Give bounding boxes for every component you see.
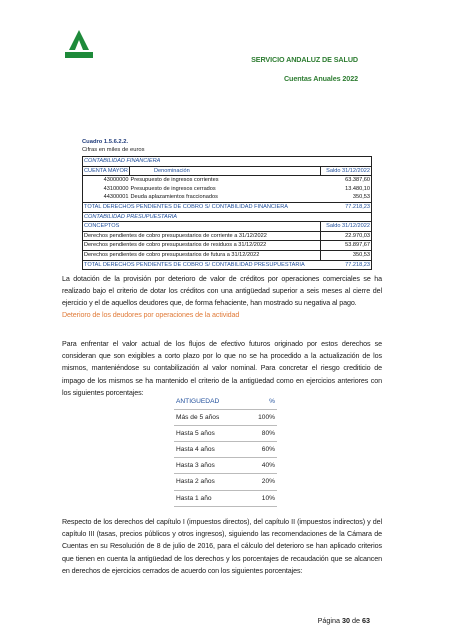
table-row: Derechos pendientes de cobro presupuestarios de corriente a 31/12/2022 22.970,03 [83, 231, 372, 241]
table-row: Hasta 5 años 80% [174, 426, 277, 442]
junta-andalucia-logo-icon [62, 28, 96, 62]
section1-title: CONTABILIDAD FINANCIERA [83, 157, 372, 167]
col-conceptos-header: CONCEPTOS [83, 222, 321, 232]
cuadro-title: Cuadro 1.5.6.2.2. [82, 139, 129, 145]
paragraph-provision: La dotación de la provisión por deterioro de valor de créditos por operaciones comerciales se ha realizado bajo el criterio de dotar los créditos con una antigüedad superior a seis meses al cierre del ejercicio y el de aquellos deudores que, de forma fehaciente, han mostrado su negativa al pago. [62, 275, 382, 308]
antiguedad-table [174, 394, 277, 507]
header-org: SERVICIO ANDALUZ DE SALUD [251, 55, 358, 64]
paragraph-capitulos: Respecto de los derechos del capítulo I (impuestos directos), del capítulo II (impuestos indirectos) y del capítulo III (tasas, precios públicos y otros ingresos), siguiendo las recomendaciones de la Cámara de Cuentas en su Resolución de 8 de julio de 2016, para el cálculo del deterioro se han aplicado criterios que tienen en cuenta la antigüedad de los derechos y los porcentajes de recaudación que se alcancen en derechos de ejercicios cerrados de acuerdo con los siguientes porcentajes: [62, 518, 382, 575]
footer-page-total: 63 [362, 616, 370, 625]
table-row: 44300001 Deuda aplazamientos fraccionados 350,53 [83, 193, 372, 202]
table-row: Más de 5 años 100% [174, 410, 277, 426]
paragraph-flujos: Para enfrentar el valor actual de los flujos de efectivo futuros originado por estos derechos se consideran que son exigibles a corto plazo por lo que no se ha procedido a la actualización de los mismos, manteniéndose su contabilización al valor nominal. Para concretar el riesgo crediticio de impago de los mismos se ha mantenido el criterio de la antigüedad como en ejercicios anteriores con los siguientes porcentajes: [62, 340, 382, 397]
table-row: Hasta 4 años 60% [174, 442, 277, 458]
footer-of-word: de [352, 616, 360, 625]
header-subtitle: Cuentas Anuales 2022 [283, 74, 358, 83]
antiguedad-col-header: ANTIGUEDAD [174, 394, 245, 410]
col-saldo2-header: Saldo 31/12/2022 [321, 222, 372, 232]
col-denominacion-header: Denominación [130, 166, 321, 176]
section2-title: CONTABILIDAD PRESUPUESTARIA [83, 212, 372, 222]
table-row: Hasta 1 año 10% [174, 490, 277, 506]
subheading-deterioro: Deterioro de los deudores por operaciones de la actividad [62, 311, 240, 319]
table-row: Derechos pendientes de cobro presupuestarios de futura a 31/12/2022 350,53 [83, 250, 372, 260]
table-row: Hasta 2 años 20% [174, 474, 277, 490]
total1-amount: 77.218,23 [321, 202, 372, 212]
table-row: 43100000 Presupuesto de ingresos cerrados 13.480,10 [83, 185, 372, 194]
pct-col-header: % [245, 394, 277, 410]
financial-accounts-table [82, 156, 372, 270]
total1-label: TOTAL DERECHOS PENDIENTES DE COBRO S/ CONTABILIDAD FINANCIERA [83, 202, 321, 212]
table-row: 43000000 Presupuesto de ingresos corrientes 63.387,60 [83, 176, 372, 185]
page-footer [318, 616, 370, 625]
col-account-header: CUENTA MAYOR [83, 166, 130, 176]
table-row: Derechos pendientes de cobro presupuestarios de residuos a 31/12/2022 53.897,67 [83, 241, 372, 251]
total2-amount: 77.218,23 [321, 260, 372, 270]
footer-page-number: 30 [342, 616, 350, 625]
footer-page-word: Página [317, 616, 340, 625]
cuadro-units: Cifras en miles de euros [82, 147, 145, 153]
total2-label: TOTAL DERECHOS PENDIENTES DE COBRO S/ CONTABILIDAD PRESUPUESTARIA [83, 260, 321, 270]
col-saldo-header: Saldo 31/12/2022 [321, 166, 372, 176]
table-row: Hasta 3 años 40% [174, 458, 277, 474]
